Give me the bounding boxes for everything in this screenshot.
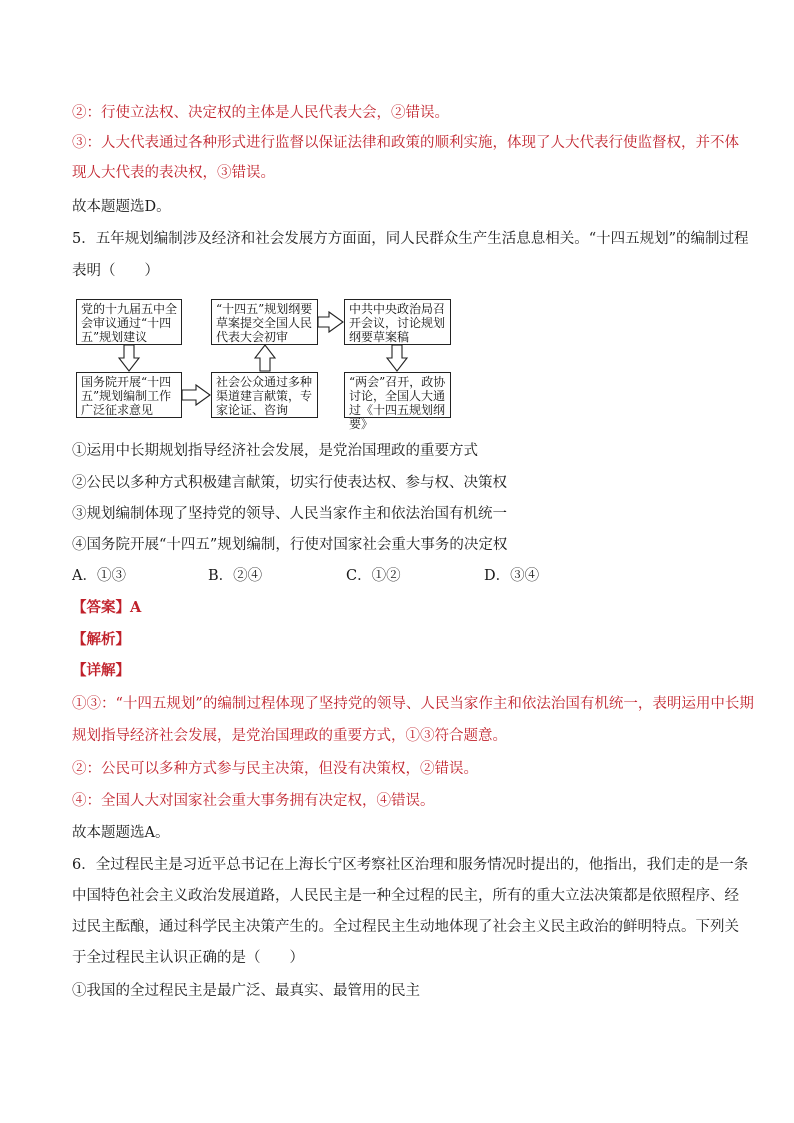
flow-box-1: 党的十九届五中全会审议通过“十四五”规划建议 — [76, 299, 182, 345]
q5-statement-3: ③规划编制体现了坚持党的领导、人民当家作主和依法治国有机统一 — [72, 506, 507, 522]
arrow-right-2 — [318, 312, 343, 332]
q6-stem-line1: 6．全过程民主是习近平总书记在上海长宁区考察社区治理和服务情况时提出的，他指出，我们走的是一条 — [72, 857, 749, 873]
arrow-down-1 — [119, 345, 139, 371]
q5-statement-2: ②公民以多种方式积极建言献策，切实行使表达权、参与权、决策权 — [72, 475, 507, 491]
arrow-up-1 — [255, 345, 275, 371]
q5-explain-1-line1: ①③：“十四五规划”的编制过程体现了坚持党的领导、人民当家作主和依法治国有机统一，表明运用中长期 — [72, 696, 754, 712]
flow-box-2: “十四五”规划纲要草案提交全国人民代表大会初审 — [211, 299, 318, 345]
q5-stem-line2: 表明（ ） — [72, 263, 159, 279]
q5-analysis-label: 【解析】 — [72, 631, 130, 648]
flow-box-6: “两会”召开，政协讨论，全国人大通过《十四五规划纲要》 — [344, 372, 451, 418]
prev-point-3-line1: ③：人大代表通过各种形式进行监督以保证法律和政策的顺利实施，体现了人大代表行使监督权，并不体 — [72, 135, 739, 151]
arrow-right-1 — [182, 385, 210, 405]
q5-answer: 【答案】A — [72, 599, 142, 616]
q6-stem-line3: 过民主酝酿，通过科学民主决策产生的。全过程民主生动地体现了社会主义民主政治的鲜明特点。下列关 — [72, 919, 739, 935]
q5-detail-label: 【详解】 — [72, 662, 130, 679]
q5-explain-2: ②：公民可以多种方式参与民主决策，但没有决策权，②错误。 — [72, 761, 478, 777]
q5-explain-1-line2: 规划指导经济社会发展，是党治国理政的重要方式，①③符合题意。 — [72, 728, 507, 744]
q5-conclusion: 故本题题选A。 — [72, 825, 170, 841]
option-d: D．③④ — [484, 568, 540, 584]
option-c: C．①② — [346, 568, 401, 584]
option-b: B．②④ — [208, 568, 263, 584]
q6-stem-line4: 于全过程民主认识正确的是（ ） — [72, 950, 304, 966]
flow-box-3: 中共中央政治局召开会议，讨论规划纲要草案稿 — [344, 299, 451, 345]
arrow-down-2 — [387, 345, 407, 371]
prev-conclusion: 故本题题选D。 — [72, 199, 171, 215]
option-a: A．①③ — [72, 568, 126, 584]
q5-statement-4: ④国务院开展“十四五”规划编制，行使对国家社会重大事务的决定权 — [72, 537, 508, 553]
q6-stem-line2: 中国特色社会主义政治发展道路，人民民主是一种全过程的民主，所有的重大立法决策都是依照程序、经 — [72, 888, 739, 904]
prev-point-3-line2: 现人大代表的表决权，③错误。 — [72, 165, 275, 181]
q5-statement-1: ①运用中长期规划指导经济社会发展，是党治国理政的重要方式 — [72, 443, 478, 459]
flow-box-4: 国务院开展“十四五”规划编制工作广泛征求意见 — [76, 372, 182, 418]
q5-explain-4: ④：全国人大对国家社会重大事务拥有决定权，④错误。 — [72, 793, 435, 809]
q5-stem-line1: 5．五年规划编制涉及经济和社会发展方方面面，同人民群众生产生活息息相关。“十四五规划”的编制过程 — [72, 231, 749, 247]
flow-box-5: 社会公众通过多种渠道建言献策，专家论证、咨询 — [211, 372, 318, 418]
q6-statement-1: ①我国的全过程民主是最广泛、最真实、最管用的民主 — [72, 983, 420, 999]
prev-point-2: ②：行使立法权、决定权的主体是人民代表大会，②错误。 — [72, 105, 449, 121]
